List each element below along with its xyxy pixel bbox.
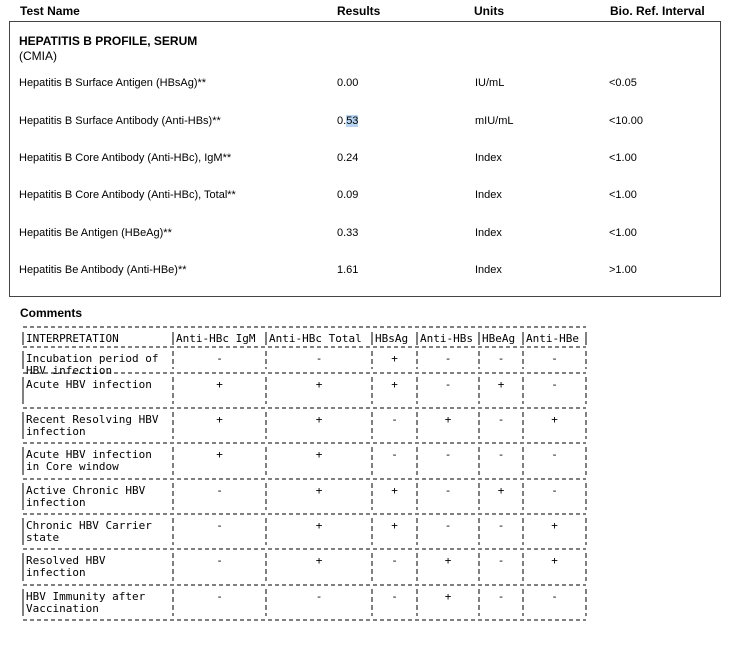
result-value: 1.61	[337, 264, 359, 276]
result-value: 0.09	[337, 189, 359, 201]
header-marker-2: Anti-HBc Total	[269, 332, 362, 345]
interpretation-table	[20, 325, 590, 625]
reference-interval: >1.00	[609, 264, 637, 276]
reference-interval: <1.00	[609, 152, 637, 164]
negative-marker: -	[216, 519, 223, 532]
positive-marker: +	[391, 519, 398, 532]
result-row-anti-hbs	[10, 115, 720, 131]
positive-marker: +	[216, 448, 223, 461]
negative-marker: -	[216, 484, 223, 497]
test-name: Hepatitis B Surface Antigen (HBsAg)**	[19, 77, 207, 89]
negative-marker: -	[497, 352, 505, 365]
reference-interval: <1.00	[609, 189, 637, 201]
result-value-integer: 0.	[337, 115, 347, 127]
negative-marker: -	[444, 448, 452, 461]
positive-marker: +	[216, 378, 223, 391]
negative-marker: -	[315, 590, 323, 603]
test-name: Hepatitis B Core Antibody (Anti-HBc), IgM**	[19, 152, 232, 164]
negative-marker: -	[497, 590, 505, 603]
result-row-anti-hbe	[10, 264, 720, 280]
positive-marker: +	[444, 590, 452, 603]
reference-interval: <0.05	[609, 77, 637, 89]
positive-marker: +	[315, 378, 323, 391]
positive-marker: +	[315, 554, 323, 567]
column-header-ref-interval: Bio. Ref. Interval	[610, 4, 705, 18]
positive-marker: +	[497, 484, 505, 497]
result-value: 0.33	[337, 227, 359, 239]
interpretation-label: infection	[26, 496, 86, 509]
result-row-hbeag	[10, 227, 720, 243]
column-header-test-name: Test Name	[20, 4, 80, 18]
test-name: Hepatitis B Core Antibody (Anti-HBc), Total**	[19, 189, 236, 201]
positive-marker: +	[444, 413, 452, 426]
negative-marker: -	[497, 413, 505, 426]
header-marker-1: Anti-HBc IgM	[176, 332, 256, 345]
interpretation-label: infection	[26, 425, 86, 438]
negative-marker: -	[551, 352, 558, 365]
positive-marker: +	[391, 484, 398, 497]
test-name: Hepatitis B Surface Antibody (Anti-HBs)**	[19, 115, 221, 127]
result-unit: mIU/mL	[475, 115, 514, 127]
result-row-hbsag	[10, 77, 720, 93]
negative-marker: -	[551, 378, 558, 391]
comments-heading: Comments	[20, 306, 83, 320]
positive-marker: +	[391, 378, 398, 391]
negative-marker: -	[444, 378, 452, 391]
interpretation-label: Vaccination	[26, 602, 99, 615]
negative-marker: -	[391, 448, 398, 461]
result-unit: IU/mL	[475, 77, 505, 89]
positive-marker: +	[551, 554, 558, 567]
positive-marker: +	[551, 519, 558, 532]
negative-marker: -	[391, 590, 398, 603]
interpretation-label: HBV Immunity after	[26, 590, 146, 603]
negative-marker: -	[444, 519, 452, 532]
positive-marker: +	[315, 519, 323, 532]
hepatitis-b-profile-panel	[9, 21, 721, 297]
test-name: Hepatitis Be Antigen (HBeAg)**	[19, 227, 172, 239]
interpretation-label: infection	[26, 566, 86, 579]
result-unit: Index	[475, 152, 502, 164]
result-unit: Index	[475, 264, 502, 276]
reference-interval: <10.00	[609, 115, 643, 127]
interpretation-label: Incubation period of	[26, 352, 159, 365]
interpretation-label: in Core window	[26, 460, 119, 473]
negative-marker: -	[551, 590, 558, 603]
negative-marker: -	[551, 448, 558, 461]
test-name: Hepatitis Be Antibody (Anti-HBe)**	[19, 264, 187, 276]
positive-marker: +	[497, 378, 505, 391]
negative-marker: -	[315, 352, 323, 365]
column-header-units: Units	[474, 4, 504, 18]
positive-marker: +	[391, 352, 398, 365]
result-value	[337, 115, 358, 127]
negative-marker: -	[551, 484, 558, 497]
header-marker-6: Anti-HBe	[526, 332, 579, 345]
negative-marker: -	[444, 484, 452, 497]
negative-marker: -	[391, 413, 398, 426]
negative-marker: -	[216, 554, 223, 567]
negative-marker: -	[216, 590, 223, 603]
header-interpretation: INTERPRETATION	[26, 332, 119, 345]
result-unit: Index	[475, 227, 502, 239]
profile-method: (CMIA)	[19, 49, 57, 63]
result-value: 0.00	[337, 77, 359, 89]
selected-text-highlight[interactable]: 53	[346, 115, 359, 127]
interpretation-label: Acute HBV infection	[26, 448, 152, 461]
negative-marker: -	[497, 448, 505, 461]
profile-title: HEPATITIS B PROFILE, SERUM	[19, 34, 198, 48]
result-row-anti-hbc-igm	[10, 152, 720, 168]
interpretation-label: Acute HBV infection	[26, 378, 152, 391]
positive-marker: +	[216, 413, 223, 426]
header-marker-4: Anti-HBs	[420, 332, 473, 345]
positive-marker: +	[551, 413, 558, 426]
interpretation-label: Chronic HBV Carrier	[26, 519, 152, 532]
interpretation-label: HBV infection	[26, 364, 113, 377]
negative-marker: -	[444, 352, 452, 365]
result-unit: Index	[475, 189, 502, 201]
reference-interval: <1.00	[609, 227, 637, 239]
result-value: 0.24	[337, 152, 359, 164]
interpretation-label: Resolved HBV	[26, 554, 106, 567]
positive-marker: +	[315, 484, 323, 497]
column-header-results: Results	[337, 4, 381, 18]
positive-marker: +	[315, 413, 323, 426]
positive-marker: +	[315, 448, 323, 461]
negative-marker: -	[391, 554, 398, 567]
header-marker-5: HBeAg	[482, 332, 516, 345]
result-row-anti-hbc-total	[10, 189, 720, 205]
interpretation-label: state	[26, 531, 60, 544]
negative-marker: -	[497, 519, 505, 532]
interpretation-label: Active Chronic HBV	[26, 484, 146, 497]
negative-marker: -	[497, 554, 505, 567]
interpretation-label: Recent Resolving HBV	[26, 413, 159, 426]
negative-marker: -	[216, 352, 223, 365]
positive-marker: +	[444, 554, 452, 567]
header-marker-3: HBsAg	[375, 332, 409, 345]
